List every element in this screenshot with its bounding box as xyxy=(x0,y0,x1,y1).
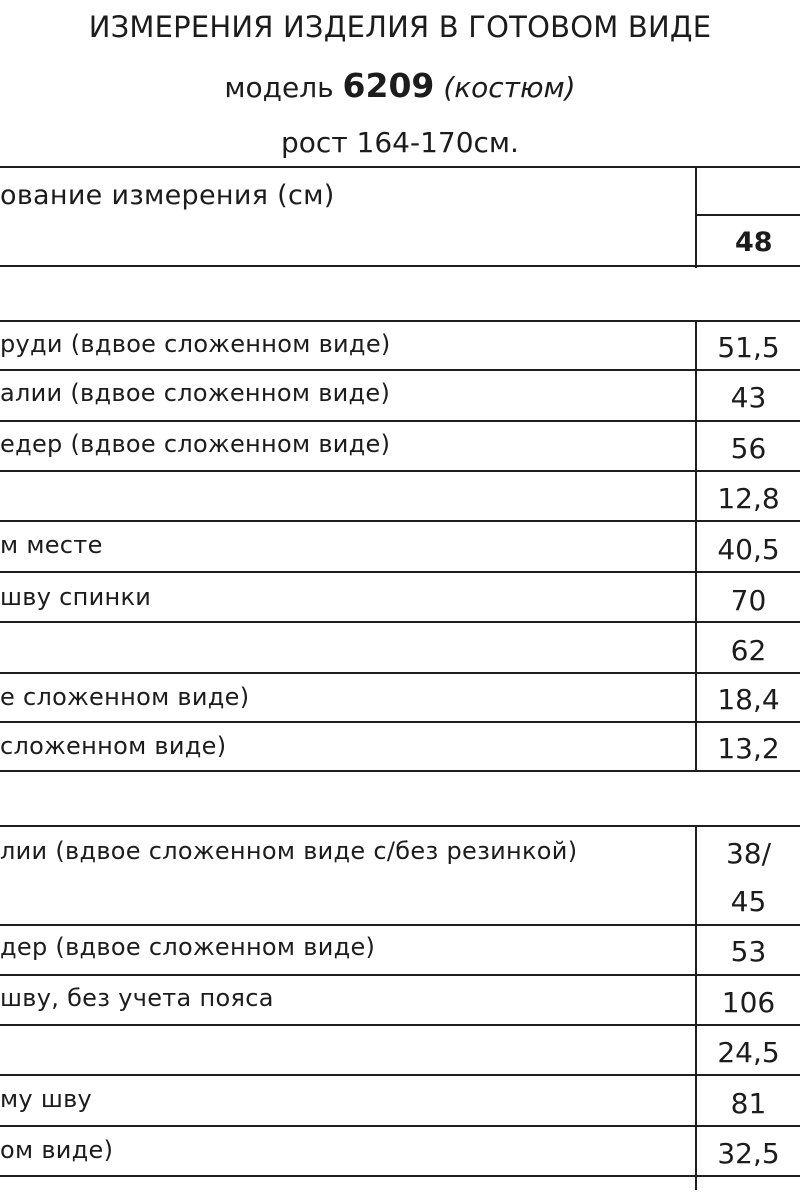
table-row-label: лии (вдвое сложенном виде с/без резинкой) xyxy=(0,837,578,865)
table-row-label: алии (вдвое сложенном виде) xyxy=(0,379,391,407)
row-divider xyxy=(0,420,800,422)
table-row-value: 18,4 xyxy=(717,683,780,716)
table-row-label: е сложенном виде) xyxy=(0,683,250,711)
row-divider xyxy=(0,770,800,772)
table-row-label: руди (вдвое сложенном виде) xyxy=(0,330,391,358)
table-row-label: м месте xyxy=(0,531,103,559)
row-divider xyxy=(0,265,800,267)
row-divider xyxy=(0,320,800,322)
table-row-value: 81 xyxy=(730,1087,767,1120)
table-row-value: 56 xyxy=(730,432,767,465)
table-row-value: 53 xyxy=(730,935,767,968)
table-row-value: 32,5 xyxy=(717,1137,780,1170)
row-divider xyxy=(0,672,800,674)
table-row-value: 70 xyxy=(730,584,767,617)
height-range: рост 164-170см. xyxy=(281,126,519,159)
table-row-label: му шву xyxy=(0,1085,93,1113)
table-row-label: шву спинки xyxy=(0,583,152,611)
row-divider xyxy=(697,214,800,216)
model-number: 6209 xyxy=(342,66,435,105)
document-title: ИЗМЕРЕНИЯ ИЗДЕЛИЯ В ГОТОВОМ ВИДЕ xyxy=(88,10,712,44)
model-prefix: модель xyxy=(224,71,334,104)
table-row-value: 43 xyxy=(730,381,767,414)
row-divider xyxy=(0,1024,800,1026)
row-divider xyxy=(0,369,800,371)
table-row-label: ом виде) xyxy=(0,1136,114,1164)
size-header: 48 xyxy=(735,227,773,258)
row-divider xyxy=(0,721,800,723)
row-divider xyxy=(0,825,800,827)
row-divider xyxy=(0,974,800,976)
row-divider xyxy=(0,571,800,573)
model-line xyxy=(0,66,800,105)
row-divider xyxy=(0,1175,800,1177)
table-row-label: шву, без учета пояса xyxy=(0,984,274,1012)
table-row-value: 38/ xyxy=(725,837,772,870)
table-row-value: 62 xyxy=(730,634,767,667)
model-type: (костюм) xyxy=(443,71,576,104)
table-row-value: 24,5 xyxy=(717,1036,780,1069)
table-row-value: 45 xyxy=(730,885,767,918)
table-row-label: сложенном виде) xyxy=(0,732,227,760)
row-divider xyxy=(0,1125,800,1127)
row-divider xyxy=(0,924,800,926)
row-divider xyxy=(0,470,800,472)
table-row-value: 40,5 xyxy=(717,533,780,566)
table-row-value: 51,5 xyxy=(717,331,780,364)
row-divider xyxy=(0,520,800,522)
table-header-label: ование измерения (см) xyxy=(0,180,335,211)
table-row-value: 12,8 xyxy=(717,482,780,515)
table-row-value: 13,2 xyxy=(717,732,780,765)
row-divider xyxy=(0,1074,800,1076)
row-divider xyxy=(0,166,800,168)
table-row-label: дер (вдвое сложенном виде) xyxy=(0,933,376,961)
row-divider xyxy=(0,621,800,623)
table-row-label: едер (вдвое сложенном виде) xyxy=(0,430,391,458)
table-row-value: 106 xyxy=(721,986,776,1019)
